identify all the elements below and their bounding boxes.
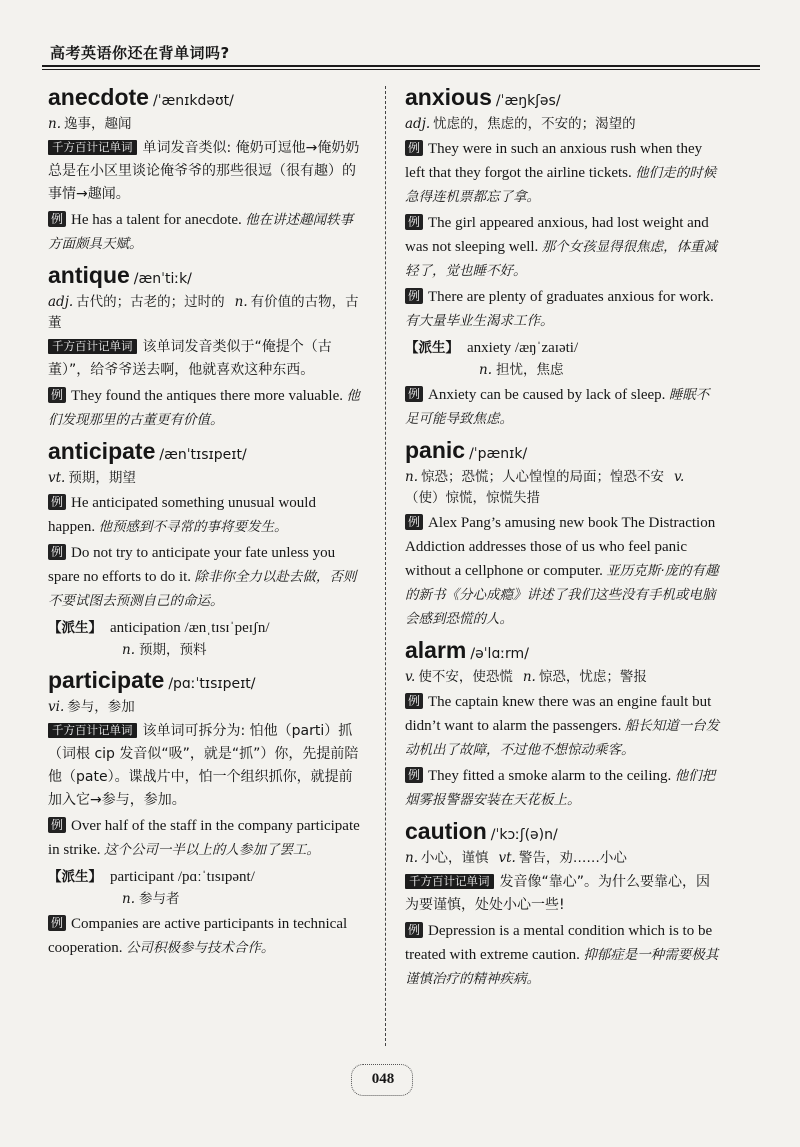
example-chinese: 亚历克斯·庞的有趣的新书《分心成瘾》讲述了我们这些没有手机或电脑会感到恐慌的人。 xyxy=(405,563,719,627)
derivative-block xyxy=(48,866,366,910)
example-chinese: 抑郁症是一种需要极其谨慎治疗的精神疾病。 xyxy=(405,947,719,987)
example-label: 例 xyxy=(405,693,423,709)
example-label: 例 xyxy=(48,544,66,560)
definition-text: （使）惊慌，惊慌失措 xyxy=(405,490,540,506)
example-sentence xyxy=(48,912,366,960)
part-of-speech: n. xyxy=(48,116,61,132)
derivative-line xyxy=(48,866,366,888)
example-chinese: 这个公司一半以上的人参加了罢工。 xyxy=(103,842,320,858)
definition-text: 预期，期望 xyxy=(68,470,136,486)
headword-line xyxy=(405,635,721,665)
memory-text: 单词发音类似: 俺奶可逗他→俺奶奶总是在小区里谈论俺爷爷的那些很逗（很有趣）的事情→趣闻。 xyxy=(48,140,360,202)
example-english: The captain knew there was an engine fault but didn’t want to alarm the passengers. xyxy=(405,694,712,734)
definitions xyxy=(48,697,366,718)
part-of-speech: vi. xyxy=(48,699,65,715)
example-english: He has a talent for anecdote. xyxy=(71,212,242,228)
derivative-line xyxy=(405,337,721,359)
example-english: Over half of the staff in the company participate in strike. xyxy=(48,818,360,858)
example-chinese: 船长知道一台发动机出了故障，不过他不想惊动乘客。 xyxy=(405,718,720,758)
headword-line xyxy=(48,665,366,695)
column-divider xyxy=(385,86,386,1046)
headword-line xyxy=(48,260,366,290)
example-label: 例 xyxy=(405,767,423,783)
derivative-block xyxy=(405,337,721,381)
example-label: 例 xyxy=(48,211,66,227)
definitions xyxy=(405,467,721,509)
phonetic: /əˈlɑːrm/ xyxy=(470,646,529,662)
derivative-meaning-line xyxy=(48,639,366,661)
part-of-speech: v. xyxy=(674,469,685,485)
definitions xyxy=(405,667,721,688)
headword: caution xyxy=(405,818,487,844)
headword: antique xyxy=(48,262,130,288)
phonetic: /ˈpænɪk/ xyxy=(469,446,528,462)
example-english: Anxiety can be caused by lack of sleep. xyxy=(428,387,666,403)
derivative-meaning-line xyxy=(405,359,721,381)
example-english: He anticipated something unusual would happen. xyxy=(48,495,316,535)
memory-tip xyxy=(48,336,366,382)
definitions xyxy=(48,468,366,489)
phonetic: /ˈæŋkʃəs/ xyxy=(495,93,561,109)
definition-text: 逸事，趣闻 xyxy=(64,116,132,132)
derivative-word: participant /pɑːˈtɪsɪpənt/ xyxy=(110,869,255,885)
definition-text: 参与，参加 xyxy=(67,699,135,715)
example-sentence xyxy=(405,919,721,991)
example-sentence xyxy=(48,814,366,862)
memory-text: 该单词发音类似于“俺提个（古董）”，给爷爷送去啊，他就喜欢这种东西。 xyxy=(48,339,332,378)
example-english: They fitted a smoke alarm to the ceiling. xyxy=(428,768,672,784)
example-label: 例 xyxy=(405,922,423,938)
memory-tip xyxy=(405,871,721,917)
headword: anecdote xyxy=(48,84,149,110)
definition-text: 有价值的古物，古董 xyxy=(48,294,359,331)
entry-caution xyxy=(405,816,721,991)
part-of-speech: adj. xyxy=(405,116,431,132)
headword-line xyxy=(405,816,721,846)
example-english: Alex Pang’s amusing new book The Distraction Addiction addresses those of us who feel panic without a cellphone or computer. xyxy=(405,515,716,579)
example-chinese: 那个女孩显得很焦虑，体重减轻了，觉也睡不好。 xyxy=(405,239,718,279)
example-label: 例 xyxy=(48,494,66,510)
example-english: They found the antiques there more valuable. xyxy=(71,388,344,404)
example-english: There are plenty of graduates anxious for work. xyxy=(428,289,714,305)
part-of-speech: adj. xyxy=(48,294,74,310)
example-chinese: 他们走的时候急得连机票都忘了拿。 xyxy=(405,165,717,205)
headword-line xyxy=(405,435,721,465)
derivative-line xyxy=(48,617,366,639)
page-number: 048 xyxy=(371,1071,395,1087)
example-label: 例 xyxy=(405,288,423,304)
entry-alarm xyxy=(405,635,721,812)
example-sentence xyxy=(405,690,721,762)
example-sentence xyxy=(48,541,366,613)
example-sentence xyxy=(48,491,366,539)
part-of-speech: n. xyxy=(522,669,536,685)
derivative-pos: n. xyxy=(122,891,135,907)
example-label: 例 xyxy=(48,387,66,403)
header-rule-thin xyxy=(42,69,760,70)
derivative-meaning: 预期，预料 xyxy=(139,642,207,658)
derivative-block xyxy=(48,617,366,661)
memory-label: 千方百计记单词 xyxy=(48,723,137,738)
headword-line xyxy=(405,82,721,112)
derivative-pos: n. xyxy=(122,642,135,658)
memory-tip xyxy=(48,137,366,206)
entry-anecdote xyxy=(48,82,366,256)
example-english: Depression is a mental condition which is to be treated with extreme caution. xyxy=(405,923,713,963)
example-sentence xyxy=(405,511,721,631)
headword: panic xyxy=(405,437,466,463)
example-chinese: 睡眠不足可能导致焦虑。 xyxy=(405,387,710,427)
phonetic: /ænˈtɪsɪpeɪt/ xyxy=(159,447,247,463)
headword-line xyxy=(48,436,366,466)
derivative-word: anticipation /ænˌtɪsɪˈpeɪʃn/ xyxy=(110,620,270,636)
part-of-speech: vt. xyxy=(498,850,516,866)
entry-anxious xyxy=(405,82,721,431)
headword: anticipate xyxy=(48,438,156,464)
phonetic: /pɑːˈtɪsɪpeɪt/ xyxy=(168,676,256,692)
example-sentence xyxy=(48,384,366,432)
definition-text: 小心，谨慎 xyxy=(421,850,489,866)
example-sentence xyxy=(405,285,721,333)
example-sentence xyxy=(405,383,721,431)
example-chinese: 他们把烟雾报警器安装在天花板上。 xyxy=(405,768,716,808)
entry-antique xyxy=(48,260,366,432)
example-english: Companies are active participants in technical cooperation. xyxy=(48,916,348,956)
derivative-pos: n. xyxy=(479,362,492,378)
headword-line xyxy=(48,82,366,112)
headword: anxious xyxy=(405,84,492,110)
memory-label: 千方百计记单词 xyxy=(48,140,137,155)
example-english: They were in such an anxious rush when they left that they forgot the airline tickets. xyxy=(405,141,703,181)
example-label: 例 xyxy=(48,915,66,931)
memory-label: 千方百计记单词 xyxy=(48,339,137,354)
memory-text: 该单词可拆分为: 怕他（parti）抓（词根 cip 发音似“吸”，就是“抓”）你，先提前陪他（pate）。谍战片中，怕一个组织抓你，就提前加入它→参与，参加。 xyxy=(48,723,359,808)
derivative-meaning: 参与者 xyxy=(139,891,180,907)
entry-panic xyxy=(405,435,721,631)
part-of-speech: n. xyxy=(405,850,418,866)
example-label: 例 xyxy=(405,386,423,402)
definitions xyxy=(48,114,366,135)
part-of-speech: n. xyxy=(234,294,248,310)
header-rule xyxy=(42,65,760,67)
derivative-word: anxiety /æŋˈzaɪəti/ xyxy=(467,340,579,356)
derivative-meaning-line xyxy=(48,888,366,910)
headword: participate xyxy=(48,667,165,693)
derivative-label: 【派生】 xyxy=(48,620,102,636)
definition-text: 忧虑的，焦虑的，不安的；渴望的 xyxy=(433,116,636,132)
derivative-label: 【派生】 xyxy=(405,340,459,356)
example-sentence xyxy=(48,208,366,256)
example-label: 例 xyxy=(405,140,423,156)
definitions xyxy=(405,848,721,869)
headword: alarm xyxy=(405,637,467,663)
example-sentence xyxy=(405,137,721,209)
definition-text: 使不安，使恐慌 xyxy=(418,669,513,685)
phonetic: /ˈænɪkdəʊt/ xyxy=(152,93,234,109)
right-column xyxy=(405,82,721,995)
example-label: 例 xyxy=(48,817,66,833)
definitions xyxy=(48,292,366,334)
definition-text: 惊恐，忧虑；警报 xyxy=(538,669,647,685)
example-english: Do not try to anticipate your fate unless you spare no efforts to do it. xyxy=(48,545,336,585)
definitions xyxy=(405,114,721,135)
memory-label: 千方百计记单词 xyxy=(405,874,494,889)
definition-text: 警告，劝……小心 xyxy=(518,850,627,866)
example-label: 例 xyxy=(405,214,423,230)
derivative-label: 【派生】 xyxy=(48,869,102,885)
part-of-speech: vt. xyxy=(48,470,66,486)
phonetic: /ˈkɔːʃ(ə)n/ xyxy=(490,827,558,843)
memory-tip xyxy=(48,720,366,812)
part-of-speech: v. xyxy=(405,669,416,685)
derivative-meaning: 担忧，焦虑 xyxy=(496,362,564,378)
example-english: The girl appeared anxious, had lost weight and was not sleeping well. xyxy=(405,215,709,255)
entry-anticipate xyxy=(48,436,366,661)
example-chinese: 他们发现那里的古董更有价值。 xyxy=(48,388,360,428)
entry-participate xyxy=(48,665,366,960)
left-column xyxy=(48,82,366,964)
example-sentence xyxy=(405,764,721,812)
example-chinese: 除非你全力以赴去做，否则不要试图去预测自己的命运。 xyxy=(48,569,357,609)
example-label: 例 xyxy=(405,514,423,530)
example-chinese: 有大量毕业生渴求工作。 xyxy=(405,313,554,329)
definition-text: 惊恐；恐慌；人心惶惶的局面；惶恐不安 xyxy=(421,469,664,485)
part-of-speech: n. xyxy=(405,469,418,485)
definition-text: 古代的；古老的；过时的 xyxy=(76,294,225,310)
phonetic: /ænˈtiːk/ xyxy=(133,271,192,287)
example-chinese: 他在讲述趣闻轶事方面颇具天赋。 xyxy=(48,212,354,252)
example-chinese: 公司积极参与技术合作。 xyxy=(125,940,275,956)
page-header-title: 高考英语你还在背单词吗? xyxy=(50,44,230,62)
memory-text: 发音像“靠心”。为什么要靠心，因为要谨慎，处处小心一些! xyxy=(405,874,711,913)
example-chinese: 他预感到不寻常的事将要发生。 xyxy=(98,519,288,535)
example-sentence xyxy=(405,211,721,283)
